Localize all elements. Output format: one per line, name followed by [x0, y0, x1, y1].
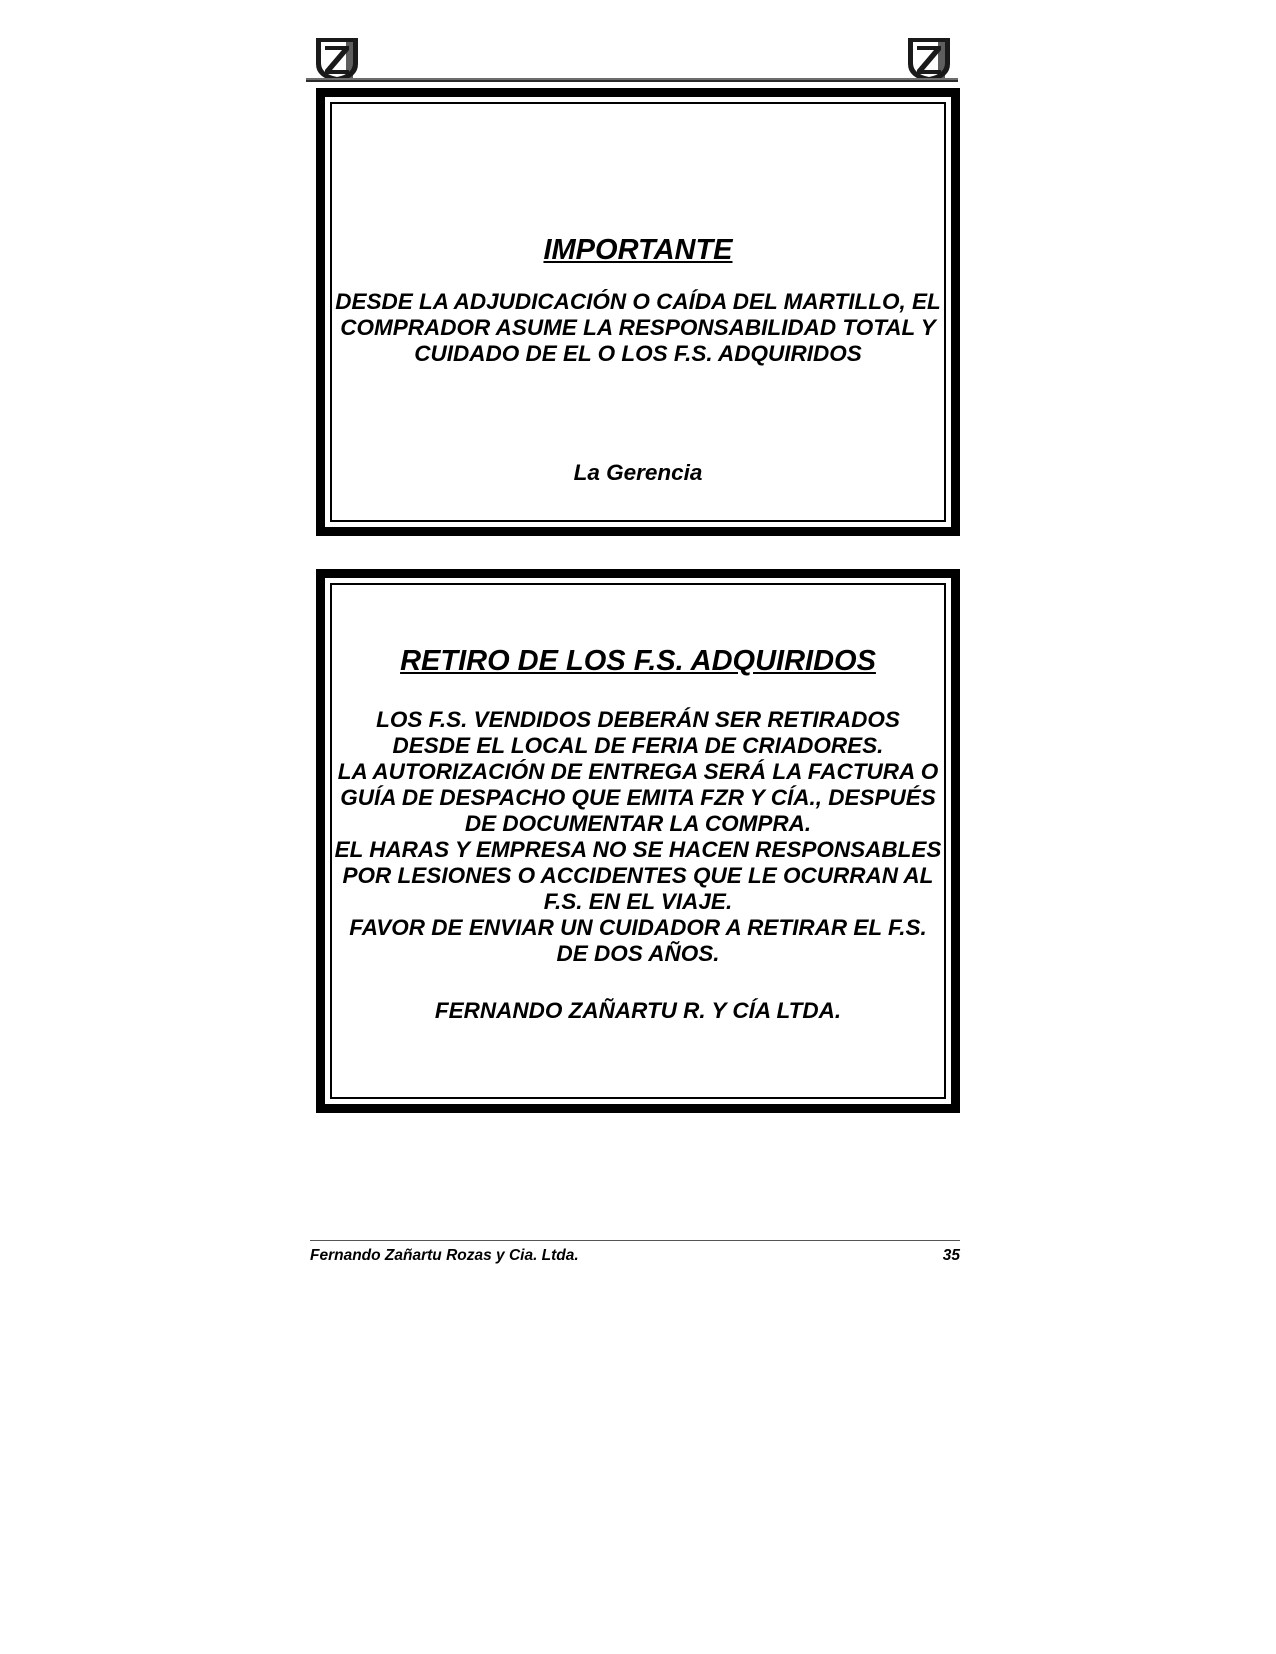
company-logo-right — [904, 34, 954, 84]
notice-box-importante — [316, 88, 960, 536]
body-line: EL HARAS Y EMPRESA NO SE HACEN RESPONSABLES — [334, 837, 942, 862]
company-logo-left — [312, 34, 362, 84]
body-line: DESDE LA ADJUDICACIÓN O CAÍDA DEL MARTILLO, EL — [335, 289, 941, 314]
shield-z-icon — [312, 34, 362, 84]
page-number: 35 — [942, 1247, 960, 1264]
page-header — [306, 34, 958, 86]
body-line: COMPRADOR ASUME LA RESPONSABILIDAD TOTAL Y — [340, 315, 936, 340]
footer-company: Fernando Zañartu Rozas y Cia. Ltda. — [310, 1247, 579, 1264]
body-line: FAVOR DE ENVIAR UN CUIDADOR A RETIRAR EL F.S. — [349, 915, 927, 940]
header-rule — [306, 78, 958, 82]
body-line: CUIDADO DE EL O LOS F.S. ADQUIRIDOS — [414, 341, 862, 366]
body-line: LA AUTORIZACIÓN DE ENTREGA SERÁ LA FACTURA O — [337, 759, 939, 784]
body-line: DESDE EL LOCAL DE FERIA DE CRIADORES. — [392, 733, 884, 758]
body-line: DE DOCUMENTAR LA COMPRA. — [464, 811, 812, 836]
body-line: LOS F.S. VENDIDOS DEBERÁN SER RETIRADOS — [376, 707, 900, 732]
box-signature: FERNANDO ZAÑARTU R. Y CÍA LTDA. — [434, 998, 842, 1023]
box-body — [331, 707, 945, 967]
shield-z-icon — [904, 34, 954, 84]
box-body — [331, 289, 945, 367]
box-title: RETIRO DE LOS F.S. ADQUIRIDOS — [400, 645, 876, 677]
body-line: GUÍA DE DESPACHO QUE EMITA FZR Y CÍA., DESPUÉS — [340, 785, 936, 810]
box-signature: La Gerencia — [573, 460, 703, 485]
box-title: IMPORTANTE — [543, 234, 733, 266]
body-line: DE DOS AÑOS. — [556, 941, 720, 966]
body-line: F.S. EN EL VIAJE. — [543, 889, 733, 914]
page-footer — [310, 1240, 960, 1265]
body-line: POR LESIONES O ACCIDENTES QUE LE OCURRAN AL — [342, 863, 934, 888]
notice-box-retiro — [316, 569, 960, 1113]
